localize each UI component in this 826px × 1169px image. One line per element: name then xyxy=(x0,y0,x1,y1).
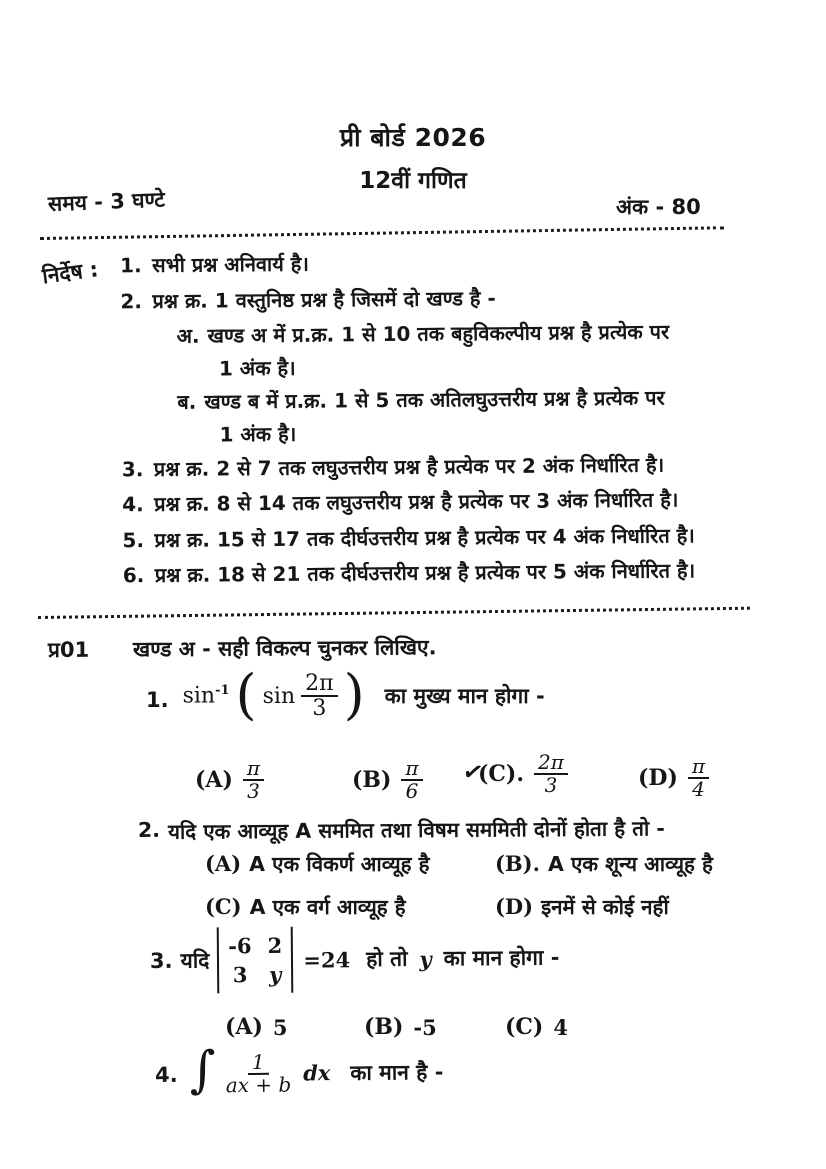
sub-item-text: खण्ड ब में प्र.क्र. 1 से 5 तक अतिलघुउत्तरीय प्रश्न है प्रत्येक पर xyxy=(204,385,665,414)
fraction-2pi-over-3: $\frac{2\pi}{3}$ xyxy=(301,672,337,720)
option-c-value: 4 xyxy=(553,1014,568,1040)
option-c-fraction: $\frac{2\pi}{3}$ xyxy=(534,752,568,796)
option-a: (A) 5 xyxy=(225,1014,288,1040)
equals-value: =24 xyxy=(303,946,351,973)
instruction-text: सभी प्रश्न अनिवार्य है। xyxy=(151,251,310,278)
question-1-options xyxy=(0,752,826,812)
paper-subtitle: 12वीं गणित xyxy=(359,168,467,194)
instruction-number: 5. xyxy=(122,527,145,553)
question-4-prompt: का मान है - xyxy=(350,1059,444,1085)
sub-item-number: अ. xyxy=(176,323,200,349)
option-a-fraction: $\frac{\pi}{3}$ xyxy=(243,758,264,802)
option-b-text: A एक शून्य आव्यूह है xyxy=(547,852,713,876)
instruction-number: 1. xyxy=(119,253,142,278)
question-3-number: 3. xyxy=(149,948,173,973)
question-1-prompt: का मुख्य मान होगा - xyxy=(384,684,545,709)
question-2 xyxy=(138,814,665,846)
question-3-options xyxy=(0,1010,826,1054)
question-3-text-before: यदि xyxy=(180,948,210,973)
matrix-cell: -6 xyxy=(228,933,252,959)
option-c: ✓ (C). $\frac{2\pi}{3}$ xyxy=(478,752,568,796)
instruction-number: 6. xyxy=(122,563,145,588)
instruction-sub-item xyxy=(177,320,783,381)
instruction-item xyxy=(122,452,784,481)
instruction-item xyxy=(120,249,782,278)
option-d: (D) इनमें से कोई नहीं xyxy=(495,894,669,919)
integral-sign: ∫ xyxy=(189,1040,216,1099)
question-4-number: 4. xyxy=(154,1062,178,1087)
option-a-text: A एक विकर्ण आव्यूह है xyxy=(249,852,430,876)
question-3-prompt: का मान होगा - xyxy=(443,945,560,971)
inner-sin-function: sin xyxy=(262,683,296,709)
instruction-text: प्रश्न क्र. 18 से 21 तक दीर्घउत्तरीय प्रश्न है प्रत्येक पर 5 अंक निर्धारित है। xyxy=(154,558,696,588)
instruction-number: 2. xyxy=(120,288,143,313)
option-b: (B). A एक शून्य आव्यूह है xyxy=(495,851,713,876)
option-c: (C) 4 xyxy=(505,1014,568,1040)
answer-tick-mark: ✓ xyxy=(460,755,486,788)
option-b-value: -5 xyxy=(413,1014,437,1040)
instruction-item xyxy=(122,488,784,517)
question-1-number: 1. xyxy=(146,688,169,713)
option-d: (D) $\frac{\pi}{4}$ xyxy=(638,756,709,800)
superscript-minus-one: -1 xyxy=(215,683,230,699)
instruction-text: प्रश्न क्र. 8 से 14 तक लघुउत्तरीय प्रश्न है प्रत्येक पर 3 अंक निर्धारित है। xyxy=(154,487,679,517)
sub-item-text: खण्ड अ में प्र.क्र. 1 से 10 तक बहुविकल्पीय प्रश्न है प्रत्येक पर xyxy=(207,319,670,348)
question-4 xyxy=(154,1040,444,1099)
matrix-cell: y xyxy=(268,961,282,987)
option-c: (C) A एक वर्ग आव्यूह है xyxy=(205,894,406,919)
question-1 xyxy=(146,662,545,726)
section-heading-row xyxy=(48,631,748,664)
option-b-fraction: $\frac{\pi}{6}$ xyxy=(401,758,422,802)
option-a: (A) A एक विकर्ण आव्यूह है xyxy=(205,851,430,876)
instruction-item xyxy=(120,284,782,313)
dotted-separator-middle xyxy=(38,607,750,619)
determinant-2x2 xyxy=(217,927,294,994)
right-parenthesis: ) xyxy=(343,662,365,726)
inverse-sin-function: $\sin^{-1}$ xyxy=(182,683,230,709)
instruction-text: प्रश्न क्र. 1 वस्तुनिष्ठ प्रश्न है जिसमें दो खण्ड है - xyxy=(152,285,496,313)
integrand-fraction: $\frac{1}{ax + b}$ xyxy=(225,1049,292,1097)
instruction-text: प्रश्न क्र. 2 से 7 तक लघुउत्तरीय प्रश्न है प्रत्येक पर 2 अंक निर्धारित है। xyxy=(153,452,665,481)
instruction-text: प्रश्न क्र. 15 से 17 तक दीर्घउत्तरीय प्रश्न है प्रत्येक पर 4 अंक निर्धारित है। xyxy=(154,523,695,552)
instruction-number: 4. xyxy=(122,492,144,517)
variable-y: y xyxy=(419,946,432,972)
question-3-text-after: हो तो xyxy=(366,946,408,972)
option-b: (B) $\frac{\pi}{6}$ xyxy=(352,758,423,802)
instructions-list xyxy=(120,249,785,589)
question-2-options xyxy=(205,850,795,936)
question-3 xyxy=(150,924,560,994)
differential-dx: dx xyxy=(303,1060,331,1086)
dotted-separator-top xyxy=(40,226,724,240)
left-parenthesis: ( xyxy=(235,662,257,726)
instruction-item xyxy=(123,559,785,588)
option-c-text: A एक वर्ग आव्यूह है xyxy=(249,895,406,919)
option-b: (B) -5 xyxy=(364,1014,437,1040)
instruction-sub-item xyxy=(177,386,783,447)
sub-item-number: ब. xyxy=(177,390,197,415)
sub-item-text-wrap: 1 अंक है। xyxy=(218,355,296,381)
option-d-fraction: $\frac{\pi}{4}$ xyxy=(688,756,709,800)
question-2-text: यदि एक आव्यूह A सममित तथा विषम सममिती दोनों होता है तो - xyxy=(167,816,665,844)
section-a-heading: खण्ड अ - सही विकल्प चुनकर लिखिए. xyxy=(132,635,437,662)
instruction-number: 3. xyxy=(121,456,144,481)
matrix-cell: 3 xyxy=(232,962,248,988)
instructions-label: निर्देष : xyxy=(40,257,100,289)
instruction-item xyxy=(122,523,784,552)
paper-title: प्री बोर्ड 2026 xyxy=(339,123,487,152)
total-marks: अंक - 80 xyxy=(616,195,701,219)
instructions-block xyxy=(42,249,785,601)
matrix-cell: 2 xyxy=(267,932,283,958)
option-a-value: 5 xyxy=(272,1014,288,1040)
sub-item-text-wrap: 1 अंक है। xyxy=(219,421,297,447)
question-2-number: 2. xyxy=(137,817,161,842)
option-a: (A) $\frac{\pi}{3}$ xyxy=(195,758,264,802)
time-allowed: समय - 3 घण्टे xyxy=(47,187,166,216)
option-d-text: इनमें से कोई नहीं xyxy=(541,895,669,919)
question-group-label: प्र01 xyxy=(47,637,90,662)
